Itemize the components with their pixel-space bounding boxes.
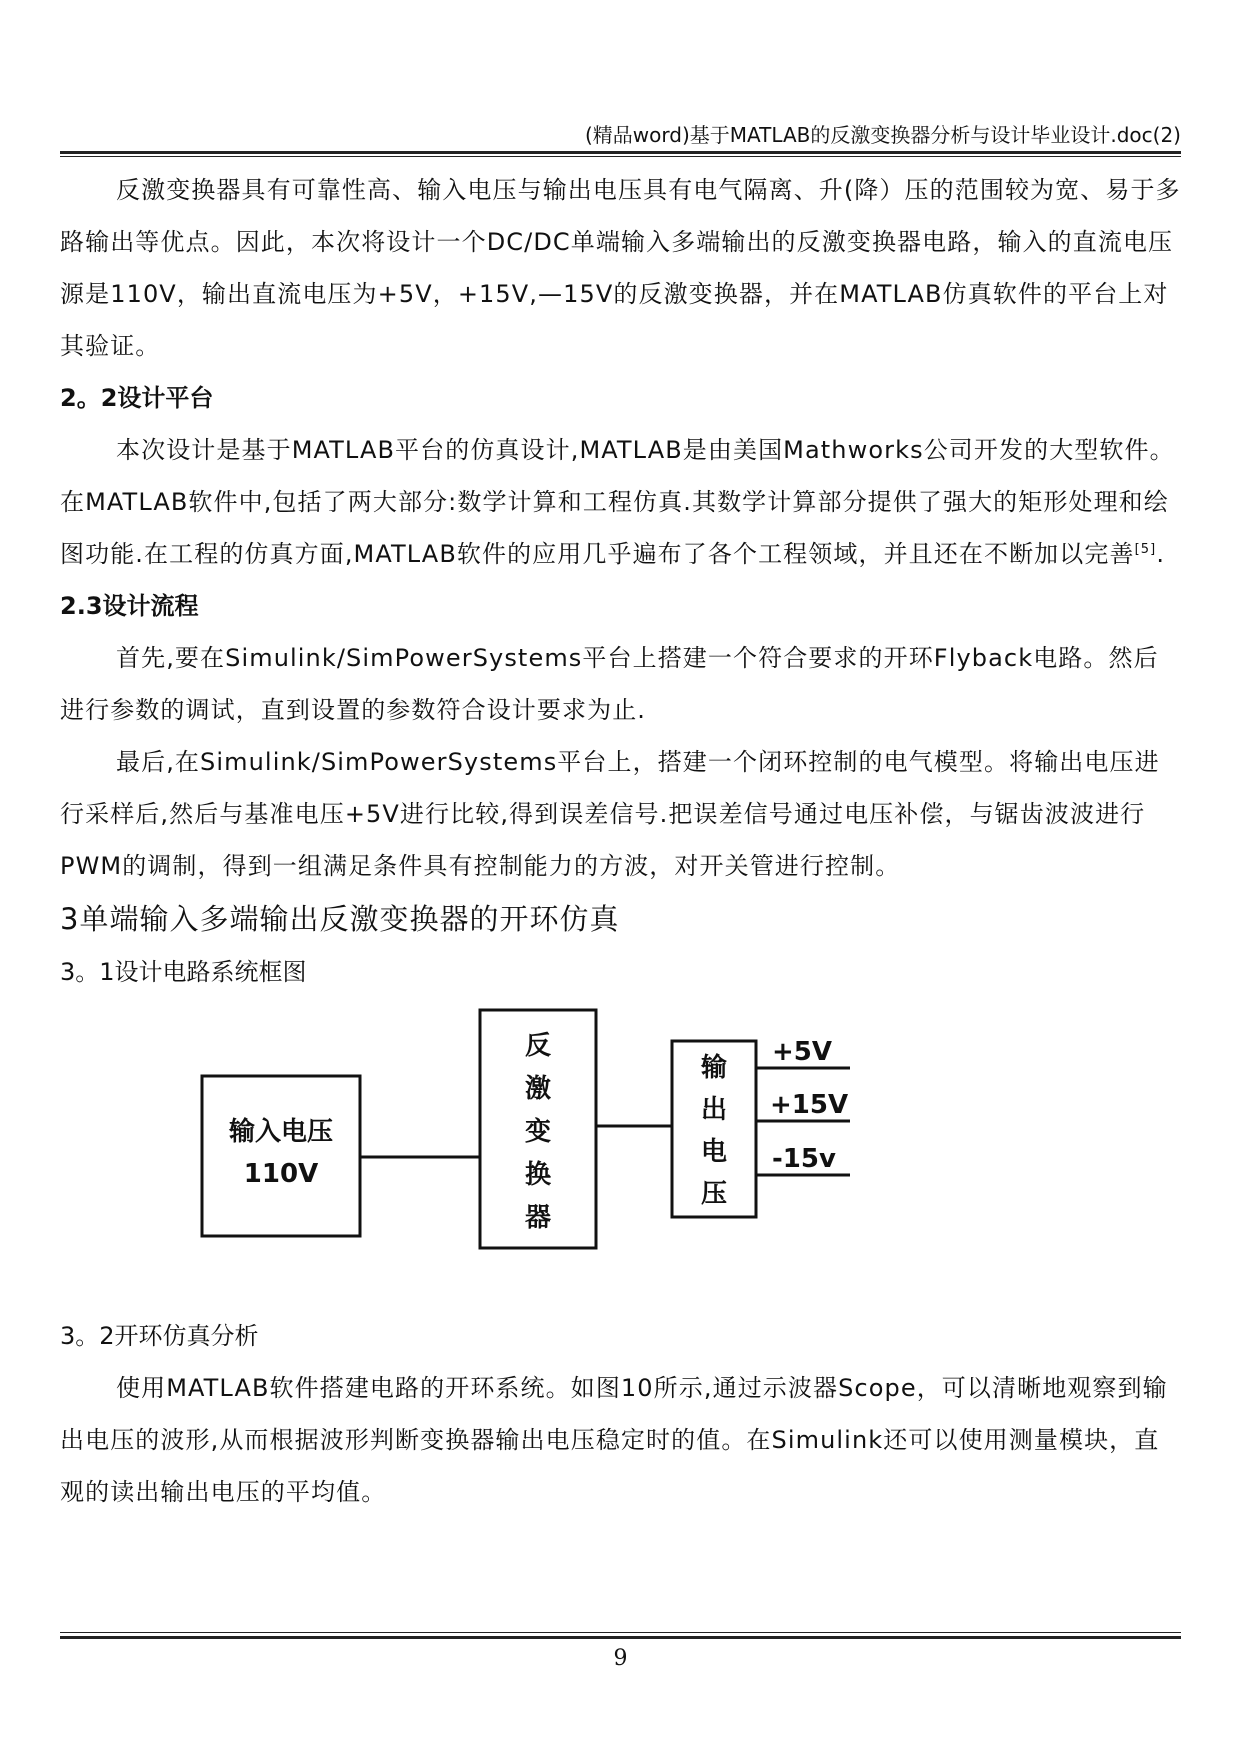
converter-char-4: 换 xyxy=(524,1160,552,1190)
output-label-15v: +15V xyxy=(770,1090,849,1120)
output-label-neg15v: -15v xyxy=(772,1144,836,1174)
section-3-2-heading: 3。2开环仿真分析 xyxy=(60,1322,259,1350)
input-box-line-1: 输入电压 xyxy=(228,1117,334,1147)
output-char-4: 压 xyxy=(700,1179,728,1209)
section-3-2-paragraph: 使用MATLAB软件搭建电路的开环系统。如图10所示,通过示波器Scope，可以清晰地观察到输出电压的波形,从而根据波形判断变换器输出电压稳定时的值。在Simulink还可以使用测量模块，直观的读出输出电压的平均值。 xyxy=(60,1374,1168,1506)
footer-rule-thin xyxy=(60,1632,1181,1633)
converter-char-1: 反 xyxy=(524,1031,552,1061)
block-diagram-svg xyxy=(60,1006,1181,1296)
page-number: 9 xyxy=(613,1646,628,1671)
section-2-2-text: 本次设计是基于MATLAB平台的仿真设计,MATLAB是由美国Mathworks公司开发的大型软件。在MATLAB软件中,包括了两大部分:数学计算和工程仿真.其数学计算部分提供了强大的矩形处理和绘图功能.在工程的仿真方面,MATLAB软件的应用几乎遍布了各个工程领域，并且还在不断加以完善 xyxy=(60,436,1175,568)
section-2-2-paragraph xyxy=(60,424,1181,580)
section-2-3-heading: 2.3设计流程 xyxy=(60,592,199,620)
footer-rule xyxy=(60,1636,1181,1639)
output-char-1: 输 xyxy=(700,1053,728,1083)
input-box-line-2: 110V xyxy=(243,1159,319,1189)
output-char-2: 出 xyxy=(700,1095,728,1125)
intro-paragraph: 反激变换器具有可靠性高、输入电压与输出电压具有电气隔离、升(降）压的范围较为宽、易于多路输出等优点。因此，本次将设计一个DC/DC单端输入多端输出的反激变换器电路，输入的直流电压源是110V，输出直流电压为+5V，+15V,—15V的反激变换器，并在MATLAB仿真软件的平台上对其验证。 xyxy=(60,176,1181,360)
page-body xyxy=(60,164,1181,1518)
output-label-5v: +5V xyxy=(772,1037,832,1067)
section-2-2-tail: . xyxy=(1156,540,1166,568)
converter-char-2: 激 xyxy=(524,1074,552,1104)
input-voltage-box xyxy=(202,1076,360,1236)
citation-5: [5] xyxy=(1134,542,1157,557)
section-3-1-heading: 3。1设计电路系统框图 xyxy=(60,958,307,986)
converter-char-3: 变 xyxy=(524,1117,552,1147)
block-diagram xyxy=(60,1006,1181,1296)
header-rule xyxy=(60,151,1181,154)
section-2-3-paragraph-1: 首先,要在Simulink/SimPowerSystems平台上搭建一个符合要求的开环Flyback电路。然后进行参数的调试，直到设置的参数符合设计要求为止. xyxy=(60,644,1159,724)
output-char-3: 电 xyxy=(700,1137,728,1167)
converter-char-5: 器 xyxy=(524,1203,552,1233)
running-header: (精品word)基于MATLAB的反激变换器分析与设计毕业设计.doc(2) xyxy=(585,123,1181,147)
header-rule-thin xyxy=(60,156,1181,157)
section-2-2-heading: 2。2设计平台 xyxy=(60,384,214,412)
section-2-3-paragraph-2: 最后,在Simulink/SimPowerSystems平台上，搭建一个闭环控制的电气模型。将输出电压进行采样后,然后与基准电压+5V进行比较,得到误差信号.把误差信号通过电压补偿，与锯齿波波进行PWM的调制，得到一组满足条件具有控制能力的方波，对开关管进行控制。 xyxy=(60,748,1160,880)
chapter-3-heading: 3单端输入多端输出反激变换器的开环仿真 xyxy=(60,902,620,936)
